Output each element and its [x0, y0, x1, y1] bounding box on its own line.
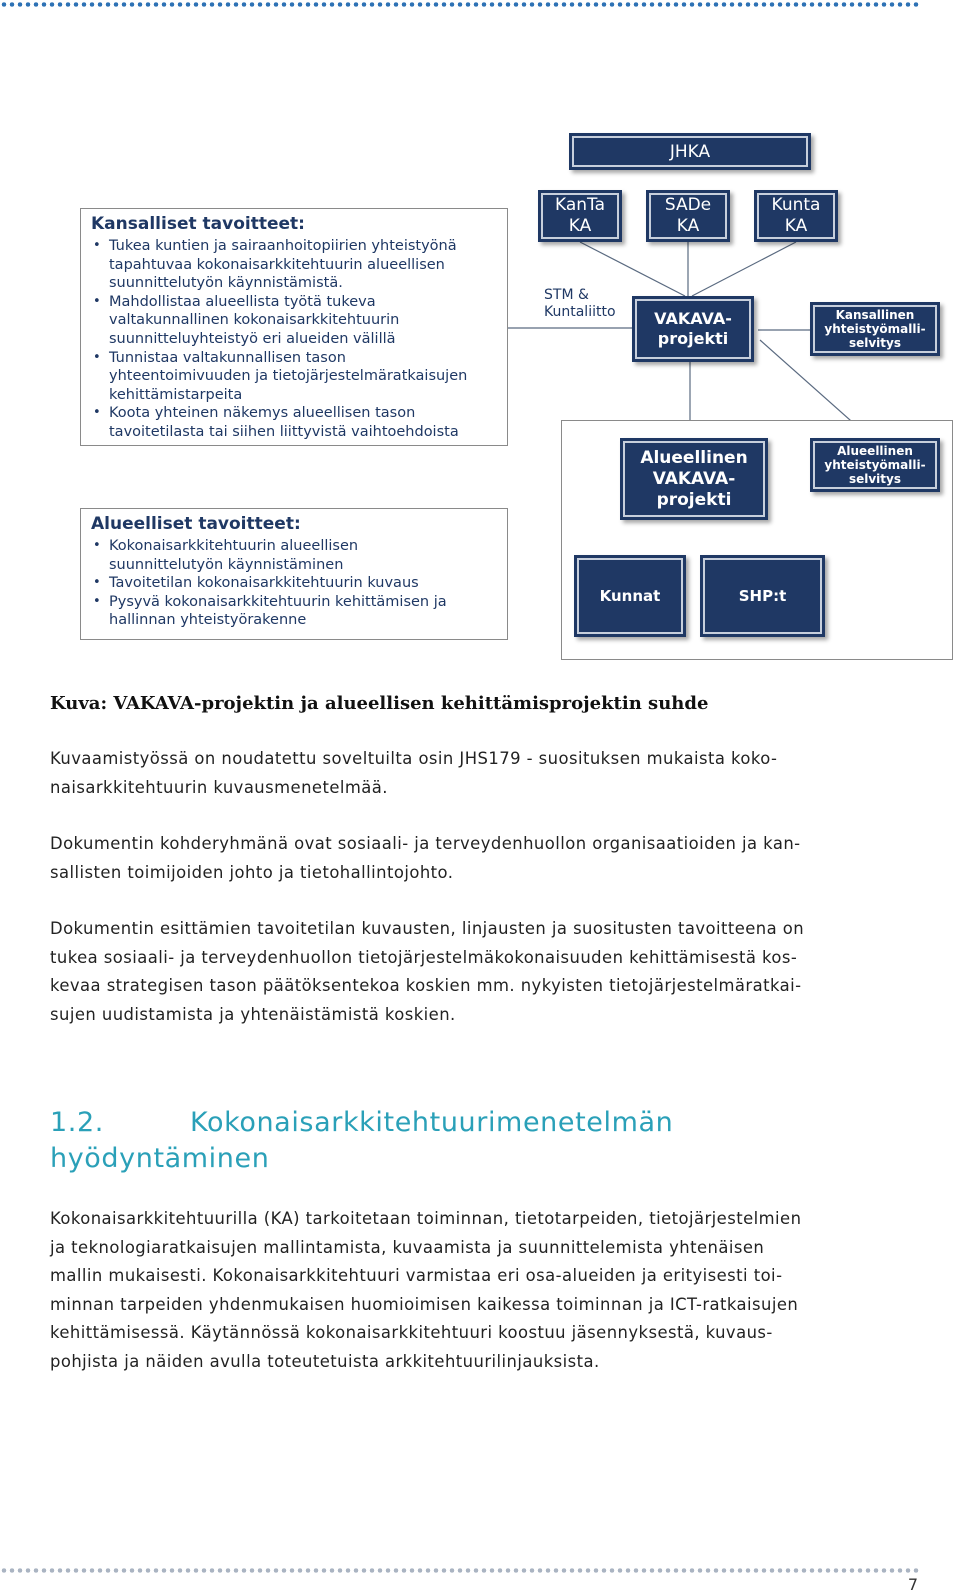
goal-item-line: tapahtuvaa kokonaisarkkitehtuurin alueellisen [109, 256, 445, 273]
regional-goals-list [91, 537, 497, 630]
sade-box: SADe KA [646, 190, 730, 242]
regional-goals-box [80, 508, 508, 640]
goal-item-line: • Pysyvä kokonaisarkkitehtuurin kehittämisen ja [109, 593, 447, 610]
kansallinen-selvitys-box: Kansallinen yhteistyömalli- selvitys [810, 302, 940, 356]
goal-item-line: • Tavoitetilan kokonaisarkkitehtuurin kuvaus [109, 575, 419, 592]
alueellinen-vakava-box: Alueellinen VAKAVA- projekti [620, 438, 768, 520]
paragraph-line: kehittämisessä. Käytännössä kokonaisarkkitehtuuri koostuu jäsennyksestä, kuvaus- [50, 1323, 773, 1342]
goal-item-line: valtakunnallinen kokonaisarkkitehtuurin [109, 312, 400, 329]
connector-kunta-vakava [692, 242, 796, 296]
national-goals-list [91, 237, 497, 442]
national-goals-box [80, 208, 508, 446]
kunnat-box: Kunnat [574, 555, 686, 637]
section-paragraph [50, 1205, 900, 1376]
paragraph-3 [50, 915, 900, 1029]
goal-item [109, 404, 497, 441]
goal-item [109, 293, 497, 349]
page-number: 7 [907, 1575, 918, 1594]
goal-item-line: hallinnan yhteistyörakenne [109, 612, 307, 629]
section-number: 1.2. [50, 1107, 104, 1138]
bottom-dotted-rule [0, 1568, 920, 1573]
goal-item [109, 593, 497, 630]
alueellinen-selvitys-box: Alueellinen yhteistyömalli- selvitys [810, 438, 940, 492]
paragraph-line: Kuvaamistyössä on noudatettu soveltuilta osin JHS179 - suosituksen mukaista koko- [50, 749, 778, 768]
goal-item-line: suunnittelutyön käynnistäminen [109, 556, 344, 573]
paragraph-line: kevaa strategisen tason päätöksentekoa koskien mm. nykyisten tietojärjestelmäratkai- [50, 976, 802, 995]
goal-item [109, 574, 497, 593]
goal-item-line: • Kokonaisarkkitehtuurin alueellisen [109, 538, 359, 554]
shp-box: SHP:t [700, 555, 825, 637]
goal-item-line: tavoitetilasta tai siihen liittyvistä vaihtoehdoista [109, 423, 459, 440]
paragraph-line: sallisten toimijoiden johto ja tietohallintojohto. [50, 862, 454, 882]
goal-item-line: • Tunnistaa valtakunnallisen tason [109, 349, 346, 366]
paragraph-line: Kokonaisarkkitehtuurilla (KA) tarkoitetaan toiminnan, tietotarpeiden, tietojärjestelmien [50, 1209, 802, 1228]
national-goals-title: Kansalliset tavoitteet: [91, 214, 305, 234]
paragraph-2 [50, 830, 900, 887]
vakava-box: VAKAVA- projekti [632, 296, 754, 362]
goal-item-line: suunnitteluyhteistyö eri alueiden välillä [109, 330, 396, 347]
section-title-line-1: Kokonaisarkkitehtuurimenetelmän [190, 1107, 674, 1138]
paragraph-line: pohjista ja näiden avulla toteutetuista arkkitehtuurilinjauksista. [50, 1351, 600, 1371]
paragraph-line: Dokumentin kohderyhmänä ovat sosiaali- ja terveydenhuollon organisaatioiden ja kan- [50, 834, 801, 853]
goal-item-line: • Tukea kuntien ja sairaanhoitopiirien yhteistyönä [109, 238, 457, 254]
figure-caption: Kuva: VAKAVA-projektin ja alueellisen kehittämisprojektin suhde [50, 693, 709, 714]
goal-item [109, 237, 497, 293]
goal-item [109, 537, 497, 574]
regional-goals-title: Alueelliset tavoitteet: [91, 514, 301, 534]
goal-item-line: kehittämistarpeita [109, 386, 243, 403]
goal-item [109, 349, 497, 405]
section-heading [50, 1105, 673, 1177]
jhka-box: JHKA [569, 133, 811, 170]
paragraph-line: Dokumentin esittämien tavoitetilan kuvausten, linjausten ja suositusten tavoitteena on [50, 919, 805, 938]
section-title-line-2: hyödyntäminen [50, 1143, 270, 1174]
project-diagram [0, 0, 960, 670]
paragraph-line: mallin mukaisesti. Kokonaisarkkitehtuuri varmistaa eri osa-alueiden ja erityisesti toi- [50, 1266, 783, 1285]
kanta-box: KanTa KA [538, 190, 622, 242]
paragraph-line: ja teknologiaratkaisujen mallintamista, kuvaamista ja suunnittelemista yhtenäisen [50, 1237, 765, 1257]
paragraph-line: naisarkkitehtuurin kuvausmenetelmää. [50, 777, 388, 797]
goal-item-line: yhteentoimivuuden ja tietojärjestelmäratkaisujen [109, 368, 468, 385]
goal-item-line: • Koota yhteinen näkemys alueellisen tason [109, 405, 416, 422]
goal-item-line: suunnittelutyön käynnistämistä. [109, 275, 343, 292]
goal-item-line: • Mahdollistaa alueellista työtä tukeva [109, 293, 376, 310]
paragraph-1 [50, 745, 900, 802]
stm-label: STM & Kuntaliitto [544, 287, 616, 320]
kunta-box: Kunta KA [754, 190, 838, 242]
paragraph-line: sujen uudistamista ja yhtenäistämistä koskien. [50, 1004, 456, 1024]
paragraph-line: minnan tarpeiden yhdenmukaisen huomioimisen kaikessa toiminnan ja ICT-ratkaisujen [50, 1294, 799, 1314]
paragraph-line: tukea sosiaali- ja terveydenhuollon tietojärjestelmäkokonaisuuden kehittämisestä kos- [50, 947, 798, 967]
